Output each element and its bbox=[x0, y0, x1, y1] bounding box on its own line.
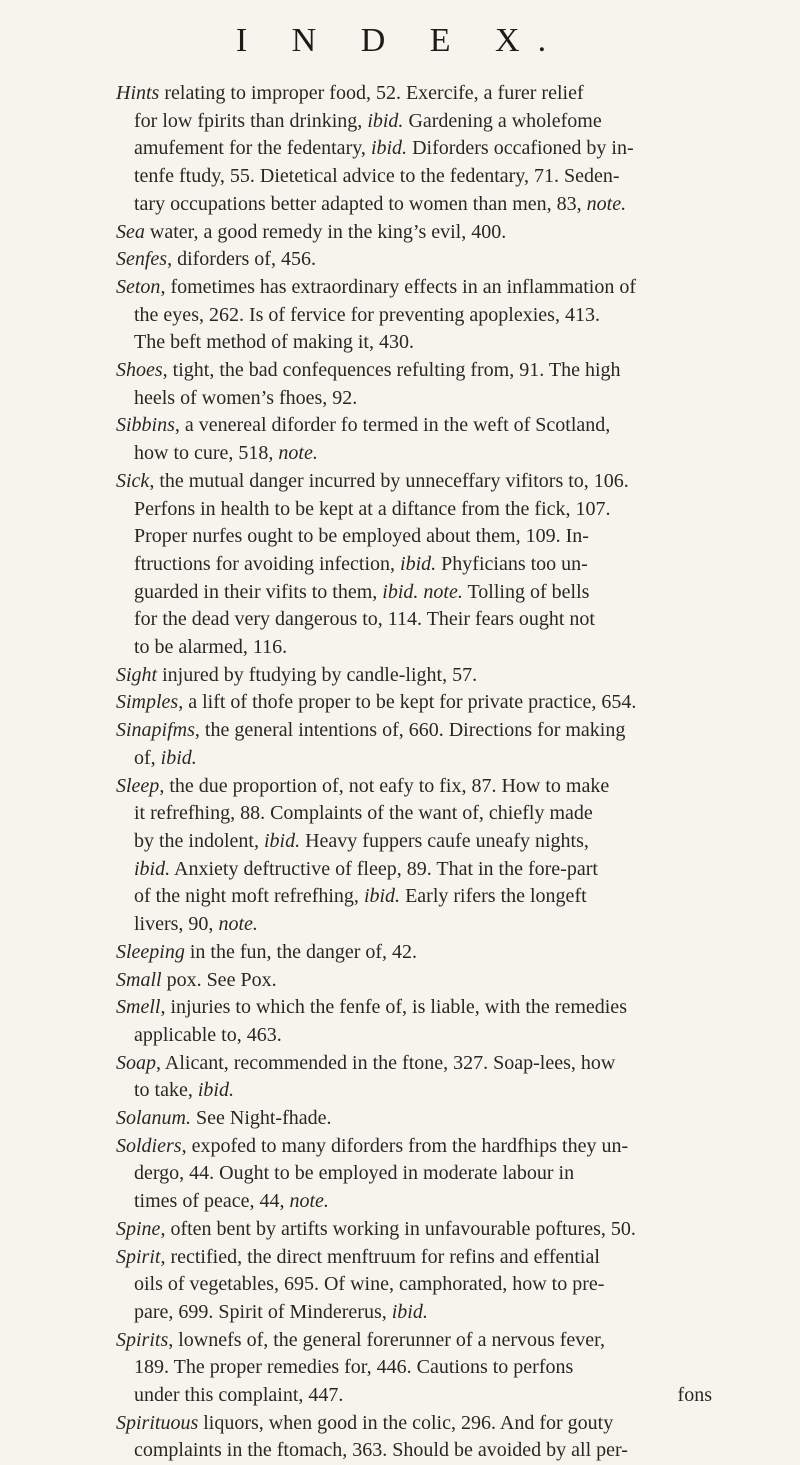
index-entry bbox=[116, 219, 716, 247]
index-entries bbox=[116, 80, 716, 1465]
entry-line: 189. The proper remedies for, 446. Cautions to perfons bbox=[134, 1356, 574, 1379]
entry-line: Solanum. See Night-fhade. bbox=[116, 1107, 332, 1130]
entry-line: Seton, fometimes has extraordinary effects in an inflammation of bbox=[116, 275, 637, 298]
index-entry bbox=[116, 468, 716, 662]
entry-line: of the night moft refrefhing, ibid. Early rifers the longeft bbox=[134, 885, 587, 908]
entry-line: Spirits, lownefs of, the general forerunner of a nervous fever, bbox=[116, 1328, 606, 1351]
entry-line: tenfe ftudy, 55. Dietetical advice to the fedentary, 71. Seden- bbox=[134, 165, 620, 188]
entry-line: pare, 699. Spirit of Mindererus, ibid. bbox=[134, 1300, 428, 1323]
index-entry bbox=[116, 717, 716, 772]
index-entry bbox=[116, 967, 716, 995]
entry-line: amufement for the fedentary, ibid. Diforders occafioned by in- bbox=[134, 137, 634, 160]
entry-line: Sleeping in the fun, the danger of, 42. bbox=[116, 940, 418, 963]
entry-line: oils of vegetables, 695. Of wine, camphorated, how to pre- bbox=[134, 1273, 605, 1296]
entry-line: Smell, injuries to which the fenfe of, is liable, with the remedies bbox=[116, 996, 627, 1019]
entry-line: the eyes, 262. Is of fervice for preventing apoplexies, 413. bbox=[134, 303, 600, 326]
entry-line: Sight injured by ftudying by candle-light, 57. bbox=[116, 663, 478, 686]
entry-line: Proper nurfes ought to be employed about them, 109. In- bbox=[134, 525, 589, 548]
entry-line: Sick, the mutual danger incurred by unneceffary vifitors to, 106. bbox=[116, 469, 629, 492]
index-entry bbox=[116, 994, 716, 1049]
index-entry bbox=[116, 357, 716, 412]
entry-line: applicable to, 463. bbox=[134, 1023, 282, 1046]
entry-line: under this complaint, 447. bbox=[134, 1384, 344, 1407]
index-entry bbox=[116, 1105, 716, 1133]
entry-line: how to cure, 518, note. bbox=[134, 442, 318, 465]
entry-line: ibid. Anxiety deftructive of fleep, 89. That in the fore-part bbox=[134, 857, 598, 880]
entry-line: Spirit, rectified, the direct menftruum for refins and effential bbox=[116, 1245, 600, 1268]
entry-line: for the dead very dangerous to, 114. Their fears ought not bbox=[134, 608, 595, 631]
entry-line: guarded in their vifits to them, ibid. note. Tolling of bells bbox=[134, 580, 590, 603]
entry-line: livers, 90, note. bbox=[134, 913, 258, 936]
entry-line: by the indolent, ibid. Heavy fuppers caufe uneafy nights, bbox=[134, 829, 589, 852]
index-entry bbox=[116, 246, 716, 274]
entry-line: Sibbins, a venereal diforder fo termed in the weft of Scotland, bbox=[116, 414, 611, 437]
entry-line: Perfons in health to be kept at a diftance from the fick, 107. bbox=[134, 497, 611, 520]
entry-line: Spine, often bent by artifts working in unfavourable poftures, 50. bbox=[116, 1217, 636, 1240]
entry-line: Simples, a lift of thofe proper to be kept for private practice, 654. bbox=[116, 691, 637, 714]
entry-line: Sleep, the due proportion of, not eafy to fix, 87. How to make bbox=[116, 774, 610, 797]
entry-line: Hints relating to improper food, 52. Exercife, a furer relief bbox=[116, 82, 584, 104]
entry-line: heels of women’s fhoes, 92. bbox=[134, 386, 358, 409]
entry-line: Senfes, diforders of, 456. bbox=[116, 248, 316, 271]
entry-line: Sea water, a good remedy in the king’s evil, 400. bbox=[116, 220, 507, 243]
index-entry bbox=[116, 1244, 716, 1327]
index-entry bbox=[116, 80, 716, 219]
index-entry bbox=[116, 1410, 716, 1465]
entry-line: The beft method of making it, 430. bbox=[134, 331, 414, 354]
index-entry bbox=[116, 939, 716, 967]
catchword: fons bbox=[677, 1384, 712, 1406]
index-entry bbox=[116, 1327, 716, 1410]
entry-line: ftructions for avoiding infection, ibid. Phyficians too un- bbox=[134, 552, 588, 575]
index-entry bbox=[116, 1050, 716, 1105]
entry-line: Sinapifms, the general intentions of, 660. Directions for making bbox=[116, 719, 626, 742]
index-entry bbox=[116, 274, 716, 357]
entry-line: Small pox. See Pox. bbox=[116, 968, 277, 991]
index-entry bbox=[116, 1216, 716, 1244]
running-head: I N D E X. bbox=[235, 22, 565, 59]
entry-line: of, ibid. bbox=[134, 746, 197, 769]
entry-line: for low fpirits than drinking, ibid. Gardening a wholefome bbox=[134, 109, 602, 132]
entry-line: Spirituous liquors, when good in the colic, 296. And for gouty bbox=[116, 1411, 614, 1434]
entry-line: Shoes, tight, the bad confequences refulting from, 91. The high bbox=[116, 359, 621, 382]
entry-line: tary occupations better adapted to women than men, 83, note. bbox=[134, 192, 627, 215]
entry-line: dergo, 44. Ought to be employed in moderate labour in bbox=[134, 1162, 575, 1185]
index-entry bbox=[116, 773, 716, 939]
index-entry bbox=[116, 1133, 716, 1216]
entry-line: to take, ibid. bbox=[134, 1079, 234, 1102]
index-entry bbox=[116, 689, 716, 717]
index-entry bbox=[116, 662, 716, 690]
entry-line: times of peace, 44, note. bbox=[134, 1190, 329, 1213]
entry-line: Soap, Alicant, recommended in the ftone, 327. Soap-lees, how bbox=[116, 1051, 616, 1074]
entry-line: to be alarmed, 116. bbox=[134, 636, 288, 659]
index-entry bbox=[116, 412, 716, 467]
entry-line: complaints in the ftomach, 363. Should be avoided by all per- bbox=[134, 1439, 628, 1462]
entry-line: Soldiers, expofed to many diforders from the hardfhips they un- bbox=[116, 1134, 629, 1157]
entry-line: it refrefhing, 88. Complaints of the want of, chiefly made bbox=[134, 802, 593, 825]
